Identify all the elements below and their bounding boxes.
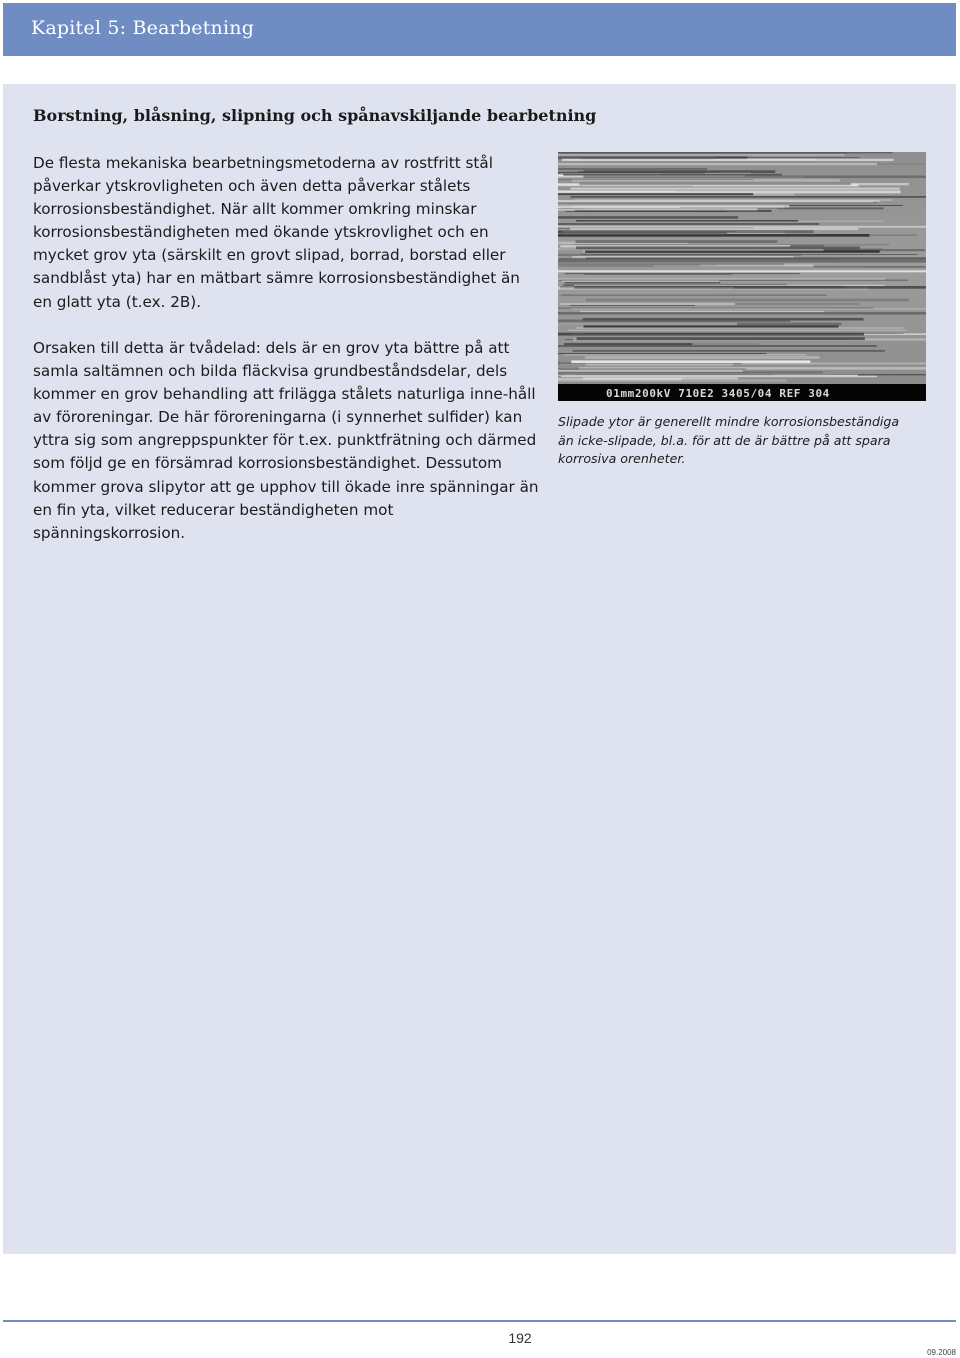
chapter-title: Kapitel 5: Bearbetning	[31, 17, 255, 39]
footer-divider	[3, 1320, 956, 1322]
content-panel	[3, 84, 956, 1254]
figure-caption: Slipade ytor är generellt mindre korrosionsbeständiga än icke-slipade, bl.a. för att de är bättre på att spara korrosiva orenheter.	[558, 414, 900, 466]
body-paragraph-1: De flesta mekaniska bearbetningsmetoderna av rostfritt stål påverkar ytskrovligheten och även detta påverkar stålets korrosionsbeständighet. När allt kommer omkring minskar korrosionsbeständigheten med ökande ytskrovlighet och en mycket grov yta (särskilt en grovt slipad, borrad, borstad eller sandblåst yta) har en mätbart sämre korrosionsbeständighet än en glatt yta (t.ex. 2B).	[33, 154, 520, 311]
sem-micrograph	[558, 152, 926, 401]
date-code: 09.2008	[927, 1348, 956, 1357]
section-heading: Borstning, blåsning, slipning och spånavskiljande bearbetning	[33, 106, 597, 125]
page-number: 192	[508, 1330, 532, 1346]
body-paragraph-2: Orsaken till detta är tvådelad: dels är en grov yta bättre på att samla saltämnen och bilda fläckvisa grundbeståndsdelar, dels kommer en grov behandling att frilägga stålets naturliga inne-håll av föroreningar. De här föroreningarna (i synnerhet sulfider) kan yttra sig som angreppspunkter för t.ex. punktfrätning och därmed som följd ge en försämrad korrosionsbeständighet. Dessutom kommer grova slipytor att ge upphov till ökade inre spänningar än en fin yta, vilket reducerar beständigheten mot spänningskorrosion.	[33, 339, 539, 542]
chapter-header	[3, 3, 956, 56]
micrograph-scale-label: 01mm200kV 710E2 3405/04 REF 304	[606, 387, 830, 400]
